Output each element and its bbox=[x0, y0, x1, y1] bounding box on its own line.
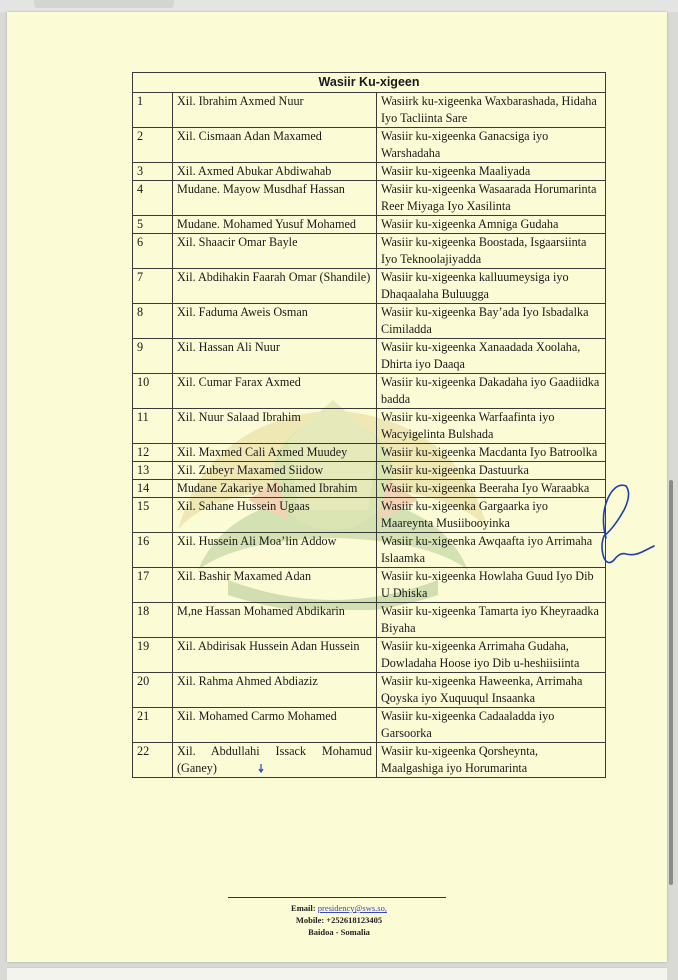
minister-name: Xil. Ibrahim Axmed Nuur bbox=[173, 93, 377, 128]
ministry-title: Wasiir ku-xigeenka Howlaha Guud Iyo Dib U Dhiska bbox=[377, 568, 606, 603]
row-number: 6 bbox=[133, 234, 173, 269]
row-number: 19 bbox=[133, 638, 173, 673]
ministry-title: Wasiir ku-xigeenka Tamarta iyo Kheyraadka Biyaha bbox=[377, 603, 606, 638]
signature-icon bbox=[596, 476, 658, 581]
minister-name: Xil. Abdihakin Faarah Omar (Shandile) bbox=[173, 269, 377, 304]
minister-name: Xil. Sahane Hussein Ugaas bbox=[173, 498, 377, 533]
row-number: 22 bbox=[133, 743, 173, 778]
ministry-title: Wasiir ku-xigeenka Haweenka, Arrimaha Qoyska iyo Xuquuqul Insaanka bbox=[377, 673, 606, 708]
minister-name: Xil. Axmed Abukar Abdiwahab bbox=[173, 163, 377, 181]
table-row bbox=[133, 498, 606, 533]
table-row bbox=[133, 163, 606, 181]
ministry-title: Wasiir ku-xigeenka Qorsheynta, Maalgashiga iyo Horumarinta bbox=[377, 743, 606, 778]
row-number: 17 bbox=[133, 568, 173, 603]
row-number: 15 bbox=[133, 498, 173, 533]
row-number: 8 bbox=[133, 304, 173, 339]
row-number: 12 bbox=[133, 444, 173, 462]
footer-email-link[interactable]: presidency@sws.so, bbox=[317, 903, 387, 913]
minister-name: Xil. Abdirisak Hussein Adan Hussein bbox=[173, 638, 377, 673]
ministry-title: Wasiirk ku-xigeenka Waxbarashada, Hidaha Iyo Tacliinta Sare bbox=[377, 93, 606, 128]
ministry-title: Wasiir ku-xigeenka Cadaaladda iyo Garsoorka bbox=[377, 708, 606, 743]
row-number: 7 bbox=[133, 269, 173, 304]
minister-name: Xil. Cismaan Adan Maxamed bbox=[173, 128, 377, 163]
viewer-top-bar bbox=[0, 0, 678, 12]
ministry-title: Wasiir ku-xigeenka Xanaadada Xoolaha, Dhirta iyo Daaqa bbox=[377, 339, 606, 374]
scrollbar-thumb[interactable] bbox=[669, 480, 673, 885]
row-number: 21 bbox=[133, 708, 173, 743]
table-row bbox=[133, 304, 606, 339]
table-row bbox=[133, 743, 606, 778]
row-number: 4 bbox=[133, 181, 173, 216]
footer-location: Baidoa - Somalia bbox=[308, 927, 370, 937]
row-number: 14 bbox=[133, 480, 173, 498]
minister-name: Xil. Abdullahi Issack Mohamud (Ganey) bbox=[173, 743, 377, 778]
ministry-title: Wasiir ku-xigeenka Ganacsiga iyo Warshadaha bbox=[377, 128, 606, 163]
table-row bbox=[133, 568, 606, 603]
table-row bbox=[133, 708, 606, 743]
minister-name: Mudane. Mohamed Yusuf Mohamed bbox=[173, 216, 377, 234]
table-row bbox=[133, 673, 606, 708]
pen-mark-icon bbox=[257, 763, 265, 773]
minister-name: Xil. Faduma Aweis Osman bbox=[173, 304, 377, 339]
row-number: 18 bbox=[133, 603, 173, 638]
table-heading: Wasiir Ku-xigeen bbox=[133, 73, 606, 93]
ministry-title: Wasiir ku-xigeenka Warfaafinta iyo Wacyigelinta Bulshada bbox=[377, 409, 606, 444]
table-row bbox=[133, 234, 606, 269]
table-row bbox=[133, 374, 606, 409]
table-row bbox=[133, 93, 606, 128]
next-page-edge bbox=[7, 967, 667, 980]
ministry-title: Wasiir ku-xigeenka Dakadaha iyo Gaadiidka badda bbox=[377, 374, 606, 409]
ministry-title: Wasiir ku-xigeenka Bay’ada Iyo Isbadalka Cimiladda bbox=[377, 304, 606, 339]
minister-name: Xil. Maxmed Cali Axmed Muudey bbox=[173, 444, 377, 462]
table-row bbox=[133, 181, 606, 216]
table-header-row bbox=[133, 73, 606, 93]
table-row bbox=[133, 480, 606, 498]
minister-name: Mudane. Mayow Musdhaf Hassan bbox=[173, 181, 377, 216]
row-number: 3 bbox=[133, 163, 173, 181]
table-row bbox=[133, 603, 606, 638]
table-row bbox=[133, 216, 606, 234]
minister-name: Xil. Mohamed Carmo Mohamed bbox=[173, 708, 377, 743]
minister-name: Xil. Nuur Salaad Ibrahim bbox=[173, 409, 377, 444]
ministry-title: Wasiir ku-xigeenka Amniga Gudaha bbox=[377, 216, 606, 234]
ministry-title: Wasiir ku-xigeenka Boostada, Isgaarsiinta Iyo Teknoolajiyadda bbox=[377, 234, 606, 269]
ministry-title: Wasiir ku-xigeenka Awqaafta iyo Arrimaha Islaamka bbox=[377, 533, 606, 568]
toolbar-ghost bbox=[34, 0, 174, 8]
ministry-title: Wasiir ku-xigeenka kalluumeysiga iyo Dhaqaalaha Buluugga bbox=[377, 269, 606, 304]
table-row bbox=[133, 533, 606, 568]
footer-email-line bbox=[0, 902, 678, 914]
minister-name: Xil. Hassan Ali Nuur bbox=[173, 339, 377, 374]
minister-name: Xil. Rahma Ahmed Abdiaziz bbox=[173, 673, 377, 708]
table-row bbox=[133, 409, 606, 444]
ministry-title: Wasiir ku-xigeenka Wasaarada Horumarinta Reer Miyaga Iyo Xasilinta bbox=[377, 181, 606, 216]
row-number: 5 bbox=[133, 216, 173, 234]
row-number: 2 bbox=[133, 128, 173, 163]
table-row bbox=[133, 269, 606, 304]
minister-name: Xil. Shaacir Omar Bayle bbox=[173, 234, 377, 269]
row-number: 16 bbox=[133, 533, 173, 568]
footer-mobile: Mobile: +252618123405 bbox=[295, 915, 383, 925]
row-number: 11 bbox=[133, 409, 173, 444]
footer-divider bbox=[228, 897, 446, 898]
ministry-title: Wasiir ku-xigeenka Maaliyada bbox=[377, 163, 606, 181]
row-number: 13 bbox=[133, 462, 173, 480]
ministry-title: Wasiir ku-xigeenka Dastuurka bbox=[377, 462, 606, 480]
ministry-title: Wasiir ku-xigeenka Beeraha Iyo Waraabka bbox=[377, 480, 606, 498]
ministry-title: Wasiir ku-xigeenka Gargaarka iyo Maareynta Musiibooyinka bbox=[377, 498, 606, 533]
deputy-ministers-table bbox=[132, 72, 606, 778]
table-row bbox=[133, 444, 606, 462]
footer-email-label: Email: bbox=[291, 903, 316, 913]
minister-name: Xil. Hussein Ali Moa’lin Addow bbox=[173, 533, 377, 568]
minister-name: Xil. Bashir Maxamed Adan bbox=[173, 568, 377, 603]
minister-name: Xil. Cumar Farax Axmed bbox=[173, 374, 377, 409]
table-row bbox=[133, 462, 606, 480]
table-row bbox=[133, 339, 606, 374]
row-number: 1 bbox=[133, 93, 173, 128]
table-row bbox=[133, 128, 606, 163]
minister-name: Mudane Zakariye Mohamed Ibrahim bbox=[173, 480, 377, 498]
minister-name: M,ne Hassan Mohamed Abdikarin bbox=[173, 603, 377, 638]
table-row bbox=[133, 638, 606, 673]
ministry-title: Wasiir ku-xigeenka Arrimaha Gudaha, Dowladaha Hoose iyo Dib u-heshiisiinta bbox=[377, 638, 606, 673]
ministry-title: Wasiir ku-xigeenka Macdanta Iyo Batroolka bbox=[377, 444, 606, 462]
row-number: 9 bbox=[133, 339, 173, 374]
row-number: 10 bbox=[133, 374, 173, 409]
row-number: 20 bbox=[133, 673, 173, 708]
minister-name: Xil. Zubeyr Maxamed Siidow bbox=[173, 462, 377, 480]
